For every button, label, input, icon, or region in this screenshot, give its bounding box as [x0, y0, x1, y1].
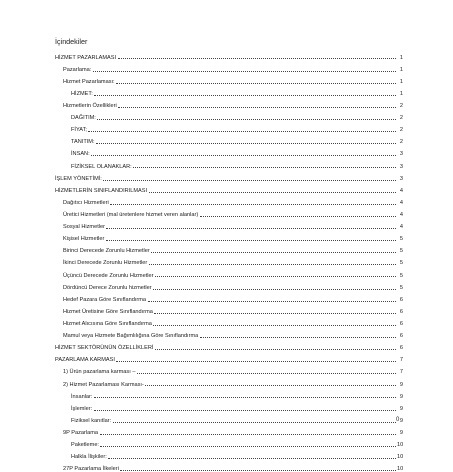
toc-entry-label: Fiziksel kanıtlar: [71, 418, 111, 424]
toc-entry-page: 9 [397, 406, 403, 412]
toc-entry-page: 5 [397, 248, 403, 254]
toc-entry-label: 2) Hizmet Pazarlaması Karması- [63, 382, 144, 388]
toc-dot-leader [200, 337, 396, 338]
toc-dot-leader [106, 240, 396, 241]
toc-dot-leader [155, 276, 396, 277]
toc-dot-leader [108, 458, 395, 459]
toc-entry-page: 7 [397, 357, 403, 363]
toc-entry-label: Dördüncü Derece Zorunlu hizmetler [63, 285, 152, 291]
toc-entry-label: İŞLEM YÖNETİMİ: [55, 176, 102, 182]
toc-entry-label: Hizmet Alıcısına Göre Sınıflandırma [63, 321, 152, 327]
toc-entry[interactable] [55, 194, 403, 206]
toc-entry-page: 9 [397, 418, 403, 424]
toc-entry-label: İşlemler: [71, 406, 92, 412]
toc-dot-leader [88, 131, 395, 132]
toc-entry-label: Birinci Derecede Zorunlu Hizmetler [63, 248, 150, 254]
toc-entry-page: 10 [397, 466, 403, 472]
toc-entry[interactable] [55, 242, 403, 254]
toc-entry-label: Hizmet Pazarlaması: [63, 79, 115, 85]
toc-entry[interactable] [55, 170, 403, 182]
toc-dot-leader [155, 349, 396, 350]
toc-dot-leader [148, 301, 396, 302]
toc-dot-leader [100, 446, 395, 447]
toc-entry[interactable] [55, 460, 403, 472]
toc-entry[interactable] [55, 97, 403, 109]
toc-dot-leader [110, 204, 395, 205]
toc-dot-leader [94, 397, 396, 398]
toc-entry-page: 10 [397, 454, 403, 460]
toc-dot-leader [154, 313, 395, 314]
toc-entry-page: 4 [397, 212, 403, 218]
toc-entry-page: 2 [397, 127, 403, 133]
toc-dot-leader [151, 252, 395, 253]
toc-dot-leader [118, 58, 396, 59]
toc-entry-label: Hizmetlerin Özellikleri [63, 103, 117, 109]
toc-entry-page: 5 [397, 273, 403, 279]
toc-dot-leader [106, 228, 395, 229]
toc-entry-label: Sosyal Hizmetler [63, 224, 105, 230]
page-number: 0 [396, 417, 399, 423]
toc-entry[interactable] [55, 85, 403, 97]
toc-dot-leader [116, 361, 395, 362]
toc-entry-label: Pazarlama: [63, 67, 91, 73]
toc-entry-page: 1 [397, 67, 403, 73]
toc-dot-leader [94, 410, 396, 411]
toc-entry-label: Üretici Hizmetleri (mal üretenlere hizmet veren alanlar) [63, 212, 198, 218]
toc-entry[interactable] [55, 424, 403, 436]
toc-entry[interactable] [55, 49, 403, 61]
toc-entry-label: DAĞITIM: [71, 115, 96, 121]
toc-entry-label: Üçüncü Derecede Zorunlu Hizmetler [63, 273, 153, 279]
toc-dot-leader [149, 192, 396, 193]
toc-entry-page: 1 [397, 91, 403, 97]
toc-entry[interactable] [55, 133, 403, 145]
toc-entry[interactable] [55, 291, 403, 303]
toc-entry-label: HİZMET PAZARLAMASI [55, 55, 116, 61]
toc-entry-label: TANITIM: [71, 139, 95, 145]
toc-dot-leader [120, 470, 395, 471]
toc-entry[interactable] [55, 254, 403, 266]
toc-entry-label: İNSAN: [71, 151, 90, 157]
toc-entry[interactable] [55, 412, 403, 424]
toc-dot-leader [93, 71, 396, 72]
toc-entry-page: 9 [397, 382, 403, 388]
toc-entry[interactable] [55, 363, 403, 375]
toc-entry-label: Hizmet Üretisine Göre Sınıflandırma [63, 309, 153, 315]
toc-entry-page: 4 [397, 188, 403, 194]
toc-entry[interactable] [55, 279, 403, 291]
toc-entry-page: 9 [397, 394, 403, 400]
toc-dot-leader [118, 107, 395, 108]
toc-dot-leader [145, 385, 395, 386]
toc-dot-leader [200, 216, 396, 217]
toc-entry-page: 3 [397, 151, 403, 157]
toc-entry-label: HİZMET SEKTÖRÜNÜN ÖZELLİKLERİ [55, 345, 153, 351]
toc-entry[interactable] [55, 206, 403, 218]
toc-entry[interactable] [55, 218, 403, 230]
toc-entry-label: Mamul veya Hizmete Bağımlılığına Göre Sınıflandırma [63, 333, 198, 339]
toc-dot-leader [94, 95, 395, 96]
toc-entry-page: 6 [397, 297, 403, 303]
toc-dot-leader [133, 167, 395, 168]
table-of-contents [55, 49, 403, 472]
toc-entry-label: İkinci Derecede Zorunlu Hizmetler [63, 260, 147, 266]
toc-entry-label: Paketleme: [71, 442, 99, 448]
toc-entry-label: HİZMETLERİN SINIFLANDIRILMASI [55, 188, 147, 194]
toc-entry-label: Kişisel Hizmetler [63, 236, 104, 242]
toc-entry-page: 6 [397, 345, 403, 351]
toc-entry[interactable] [55, 315, 403, 327]
toc-dot-leader [153, 289, 395, 290]
toc-entry-label: 27P Pazarlama İlkeleri [63, 466, 119, 472]
toc-entry[interactable] [55, 121, 403, 133]
toc-entry-page: 4 [397, 224, 403, 230]
toc-entry-label: Dağıtıcı Hizmetleri [63, 200, 109, 206]
toc-entry-label: İnsanlar: [71, 394, 92, 400]
toc-dot-leader [91, 155, 395, 156]
toc-entry[interactable] [55, 400, 403, 412]
toc-entry-page: 3 [397, 176, 403, 182]
toc-entry[interactable] [55, 109, 403, 121]
toc-entry-label: HİZMET: [71, 91, 93, 97]
toc-entry[interactable] [55, 436, 403, 448]
toc-entry-label: 1) Ürün pazarlama karması – [63, 369, 135, 375]
toc-entry[interactable] [55, 448, 403, 460]
toc-dot-leader [100, 434, 396, 435]
toc-entry[interactable] [55, 61, 403, 73]
toc-entry[interactable] [55, 230, 403, 242]
toc-entry-label: Halkla İlişkiler: [71, 454, 107, 460]
toc-entry-page: 5 [397, 285, 403, 291]
toc-entry-page: 10 [397, 442, 403, 448]
toc-entry-page: 4 [397, 200, 403, 206]
toc-entry-page: 3 [397, 164, 403, 170]
toc-entry-page: 1 [397, 79, 403, 85]
toc-entry[interactable] [55, 303, 403, 315]
toc-dot-leader [103, 180, 395, 181]
toc-entry-label: Hedef Pazara Göre Sınıflandırma [63, 297, 146, 303]
toc-entry[interactable] [55, 266, 403, 278]
toc-entry-label: FİZİKSEL OLANAKLAR: [71, 164, 132, 170]
toc-entry-page: 5 [397, 260, 403, 266]
toc-dot-leader [113, 422, 396, 423]
toc-dot-leader [116, 83, 395, 84]
toc-dot-leader [96, 143, 395, 144]
toc-entry-page: 6 [397, 309, 403, 315]
toc-entry-page: 5 [397, 236, 403, 242]
toc-dot-leader [137, 373, 396, 374]
toc-entry[interactable] [55, 157, 403, 169]
toc-entry[interactable] [55, 375, 403, 387]
toc-dot-leader [149, 264, 396, 265]
toc-entry[interactable] [55, 339, 403, 351]
toc-entry-page: 6 [397, 321, 403, 327]
toc-dot-leader [97, 119, 395, 120]
toc-entry-page: 2 [397, 115, 403, 121]
toc-entry[interactable] [55, 351, 403, 363]
toc-entry-page: 2 [397, 103, 403, 109]
toc-entry-page: 6 [397, 333, 403, 339]
toc-dot-leader [153, 325, 395, 326]
toc-entry[interactable] [55, 182, 403, 194]
toc-entry[interactable] [55, 388, 403, 400]
toc-entry-label: 9P Pazarlama [63, 430, 98, 436]
toc-entry-page: 2 [397, 139, 403, 145]
toc-entry[interactable] [55, 73, 403, 85]
toc-entry[interactable] [55, 145, 403, 157]
toc-entry-page: 7 [397, 369, 403, 375]
toc-entry[interactable] [55, 327, 403, 339]
toc-entry-label: PAZARLAMA KARMASI [55, 357, 115, 363]
toc-entry-label: FİYAT; [71, 127, 87, 133]
toc-entry-page: 9 [397, 430, 403, 436]
toc-entry-page: 1 [397, 55, 403, 61]
toc-title: İçindekiler [55, 37, 87, 46]
